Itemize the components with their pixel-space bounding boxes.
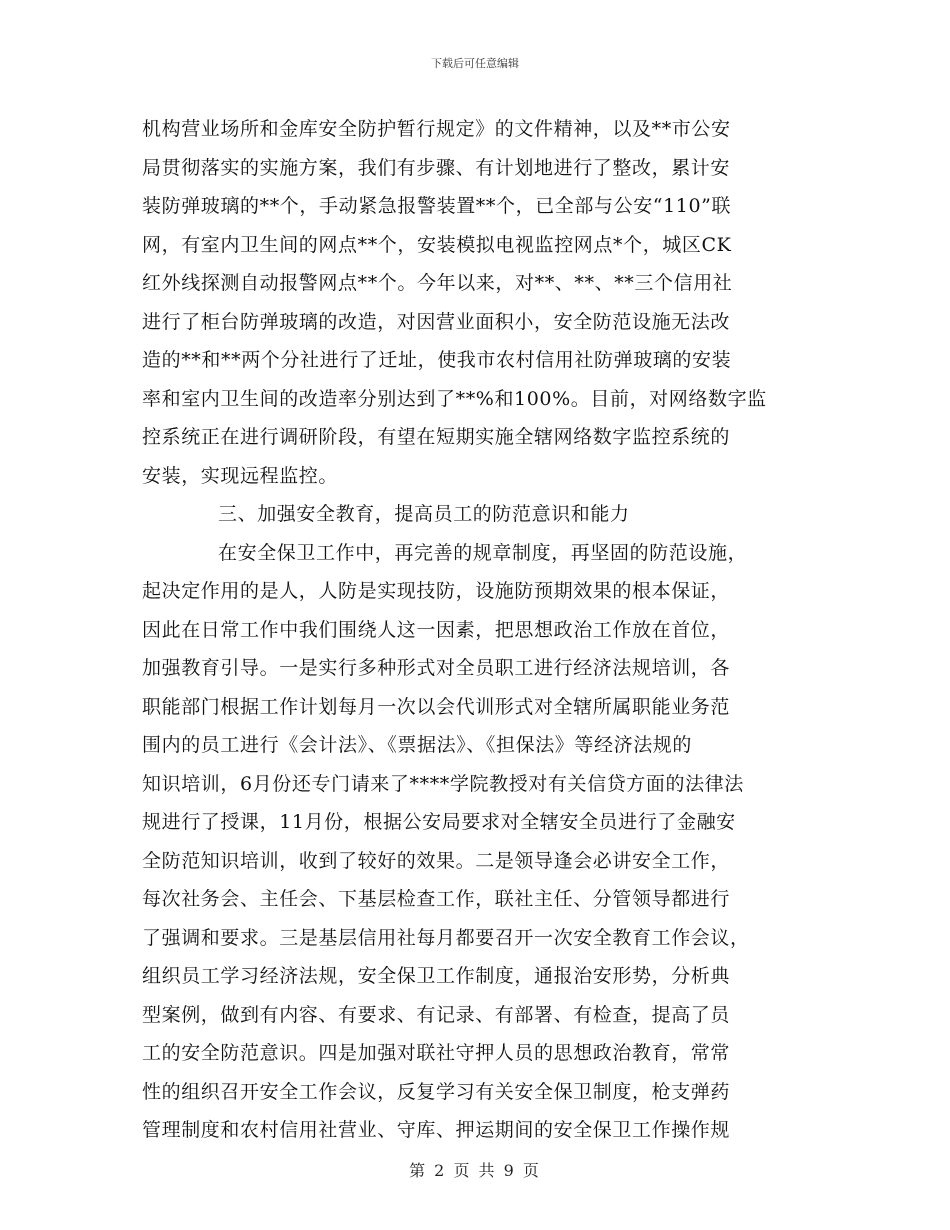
text-line: 控系统正在进行调研阶段，有望在短期实施全辖网络数字监控系统的 [142, 426, 731, 448]
document-body [142, 110, 822, 1150]
text-line: 职能部门根据工作计划每月一次以会代训形式对全辖所属职能业务范 [142, 695, 731, 718]
text-line: 组织员工学习经济法规，安全保卫工作制度，通报治安形势，分析典 [142, 965, 731, 987]
text-line: 围内的员工进行《会计法》、《票据法》、《担保法》等经济法规的 [142, 734, 693, 756]
header-note: 下载后可任意编辑 [431, 57, 519, 70]
text-line: 红外线探测自动报警网点**个。今年以来，对**、**、**三个信用社 [142, 272, 733, 294]
section-heading: 三、加强安全教育，提高员工的防范意识和能力 [218, 503, 630, 525]
text-line: 型案例，做到有内容、有要求、有记录、有部署、有检查，提高了员 [142, 1003, 731, 1026]
text-line: 装防弹玻璃的**个，手动紧急报警装置**个，已全部与公安“110”联 [142, 195, 732, 217]
text-line: 了强调和要求。三是基层信用社每月都要召开一次安全教育工作会议， [142, 926, 750, 949]
text-line: 因此在日常工作中我们围绕人这一因素，把思想政治工作放在首位， [142, 618, 731, 641]
text-line: 工的安全防范意识。四是加强对联社守押人员的思想政治教育，常常 [142, 1042, 731, 1064]
text-line: 网，有室内卫生间的网点**个，安装模拟电视监控网点*个，城区CK [142, 233, 732, 256]
text-line: 机构营业场所和金库安全防护暂行规定》的文件精神，以及**市公安 [142, 118, 731, 140]
text-line: 起决定作用的是人，人防是实现技防，设施防预期效果的根本保证， [142, 580, 731, 602]
text-line: 在安全保卫工作中，再完善的规章制度，再坚固的防范设施， [218, 541, 748, 564]
text-line: 率和室内卫生间的改造率分别达到了**%和100%。目前，对网络数字监 [142, 387, 767, 410]
text-line: 进行了柜台防弹玻璃的改造，对因营业面积小，安全防范设施无法改 [142, 310, 731, 333]
text-line: 管理制度和农村信用社营业、守库、押运期间的安全保卫工作操作规 [142, 1119, 731, 1141]
text-line: 全防范知识培训，收到了较好的效果。二是领导逢会必讲安全工作， [142, 849, 731, 872]
text-line: 每次社务会、主任会、下基层检查工作，联社主任、分管领导都进行 [142, 888, 731, 910]
text-line: 规进行了授课，11月份，根据公安局要求对全辖安全员进行了金融安 [142, 811, 736, 833]
text-line: 知识培训，6月份还专门请来了****学院教授对有关信贷方面的法律法 [142, 772, 744, 795]
page-number: 第 2 页 共 9 页 [409, 1161, 541, 1180]
text-line: 加强教育引导。一是实行多种形式对全员职工进行经济法规培训，各 [142, 657, 731, 679]
text-line: 造的**和**两个分社进行了迁址，使我市农村信用社防弹玻璃的安装 [142, 349, 732, 371]
text-line: 局贯彻落实的实施方案，我们有步骤、有计划地进行了整改，累计安 [142, 156, 731, 179]
text-line: 性的组织召开安全工作会议，反复学习有关安全保卫制度，枪支弹药 [142, 1080, 731, 1103]
text-line: 安装，实现远程监控。 [142, 464, 339, 487]
